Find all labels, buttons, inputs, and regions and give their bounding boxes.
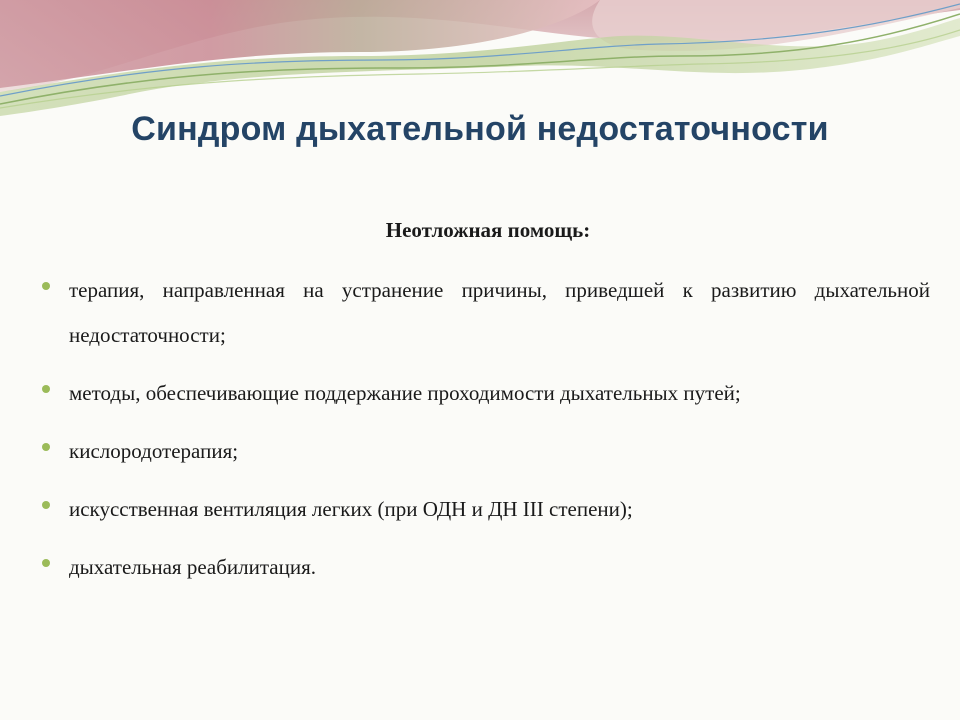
list-item (40, 545, 930, 590)
list-item-text: терапия, направленная на устранение причины, приведшей к развитию дыхательной недостаточности; (69, 278, 930, 347)
list-item-text: дыхательная реабилитация. (69, 555, 316, 579)
list-item (40, 429, 930, 474)
list-item (40, 371, 930, 416)
list-item (40, 487, 930, 532)
list-item-text: кислородотерапия; (69, 439, 239, 463)
subheading: Неотложная помощь: (385, 218, 591, 242)
bullet-dot-icon (42, 559, 50, 567)
slide-title: Синдром дыхательной недостаточности (131, 110, 829, 148)
bullet-dot-icon (42, 443, 50, 451)
bullet-list (40, 268, 930, 590)
list-item-text: методы, обеспечивающие поддержание проходимости дыхательных путей; (69, 381, 741, 405)
list-item-text: искусственная вентиляция легких (при ОДН и ДН III степени); (69, 497, 633, 521)
bullet-dot-icon (42, 385, 50, 393)
bullet-dot-icon (42, 282, 50, 290)
list-item (40, 268, 930, 358)
bullet-dot-icon (42, 501, 50, 509)
